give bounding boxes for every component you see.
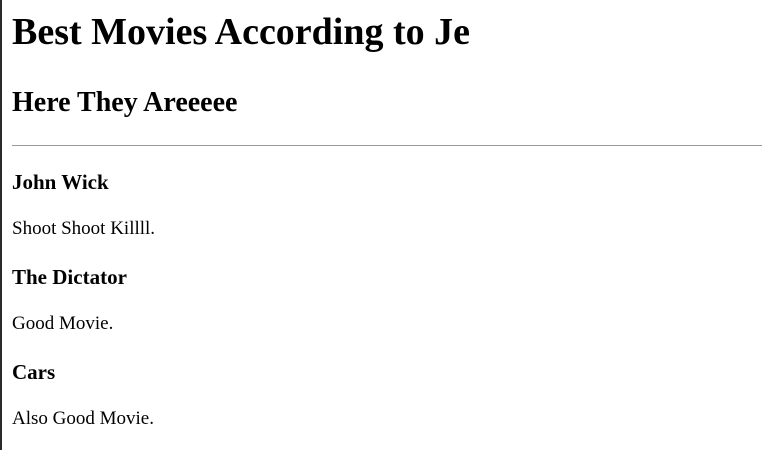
divider: [12, 145, 762, 146]
movie-description: Also Good Movie.: [12, 408, 154, 429]
page-subtitle: Here They Areeeee: [12, 87, 238, 118]
page-title: Best Movies According to Je: [12, 11, 471, 53]
movie-description: Shoot Shoot Killll.: [12, 218, 156, 239]
movie-item: [12, 265, 762, 335]
movie-list: [12, 170, 762, 430]
movie-item: [12, 360, 762, 430]
movie-title: The Dictator: [12, 265, 127, 289]
movie-description: Good Movie.: [12, 313, 114, 334]
movie-item: [12, 170, 762, 240]
movie-title: John Wick: [12, 170, 109, 194]
movie-title: Cars: [12, 360, 56, 384]
